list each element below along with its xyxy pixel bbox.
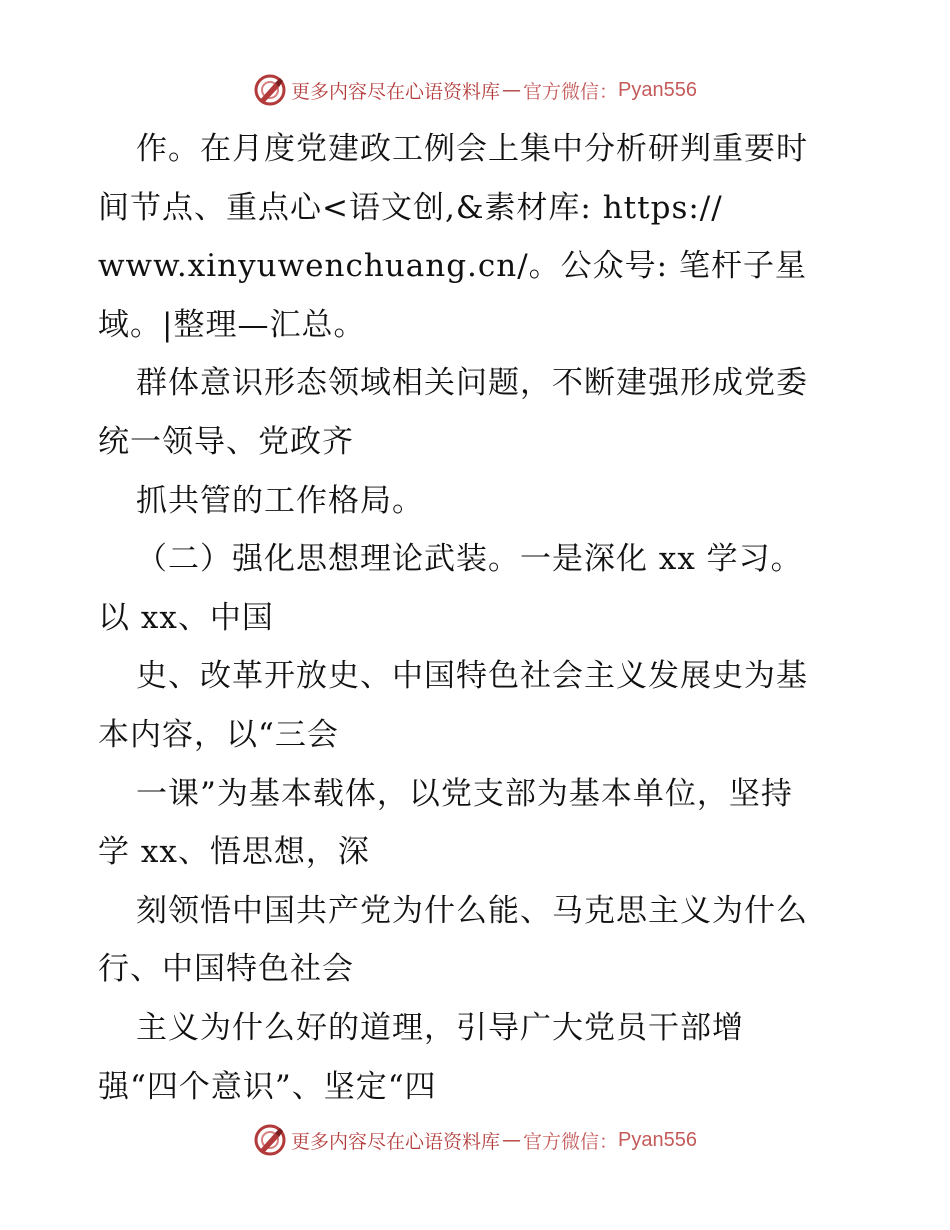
- document-body: [98, 120, 858, 1116]
- footer-wechat-label: 官方微信：: [523, 1130, 619, 1153]
- header-separator: —: [502, 79, 522, 101]
- header-wechat-id: Pyan556: [618, 78, 697, 101]
- text-line: 刻领悟中国共产党为什么能、马克思主义为什么: [136, 892, 808, 929]
- text-line: 主义为什么好的道理，引导广大党员干部增: [136, 1009, 744, 1046]
- header-banner-text: 更多内容尽在心语资料库: [291, 80, 501, 103]
- text-line: 史、改革开放史、中国特色社会主义发展史为基: [136, 658, 808, 695]
- pen-logo-icon: [253, 1123, 287, 1157]
- footer-watermark-banner: [0, 1120, 950, 1160]
- header-watermark-banner: [0, 70, 950, 110]
- text-line: 一课”为基本载体，以党支部为基本单位，坚持: [136, 775, 793, 812]
- footer-banner-text: 更多内容尽在心语资料库: [291, 1130, 501, 1153]
- text-line: 群体意识形态领域相关问题，不断建强形成党委: [136, 365, 808, 402]
- footer-wechat-id: Pyan556: [618, 1128, 697, 1151]
- text-line: www.xinyuwenchuang.cn/。公众号: 笔杆子星: [98, 248, 807, 285]
- text-line: 统一领导、党政齐: [98, 423, 354, 460]
- footer-separator: —: [502, 1129, 522, 1151]
- text-line: 强“四个意识”、坚定“四: [98, 1068, 437, 1105]
- text-line: 间节点、重点心<语文创,&素材库: https://: [98, 189, 723, 226]
- text-line: 作。在月度党建政工例会上集中分析研判重要时: [136, 131, 808, 167]
- text-line: 域。|整理—汇总。: [98, 306, 366, 343]
- header-wechat-label: 官方微信：: [523, 80, 619, 103]
- text-line: 抓共管的工作格局。: [136, 482, 424, 519]
- text-line: 以 xx、中国: [98, 599, 274, 636]
- text-line: （二）强化思想理论武装。一是深化 xx 学习。: [136, 541, 803, 578]
- text-line: 学 xx、悟思想，深: [98, 834, 370, 871]
- text-line: 本内容，以“三会: [98, 716, 339, 753]
- text-line: 行、中国特色社会: [98, 951, 354, 988]
- pen-logo-icon: [253, 73, 287, 107]
